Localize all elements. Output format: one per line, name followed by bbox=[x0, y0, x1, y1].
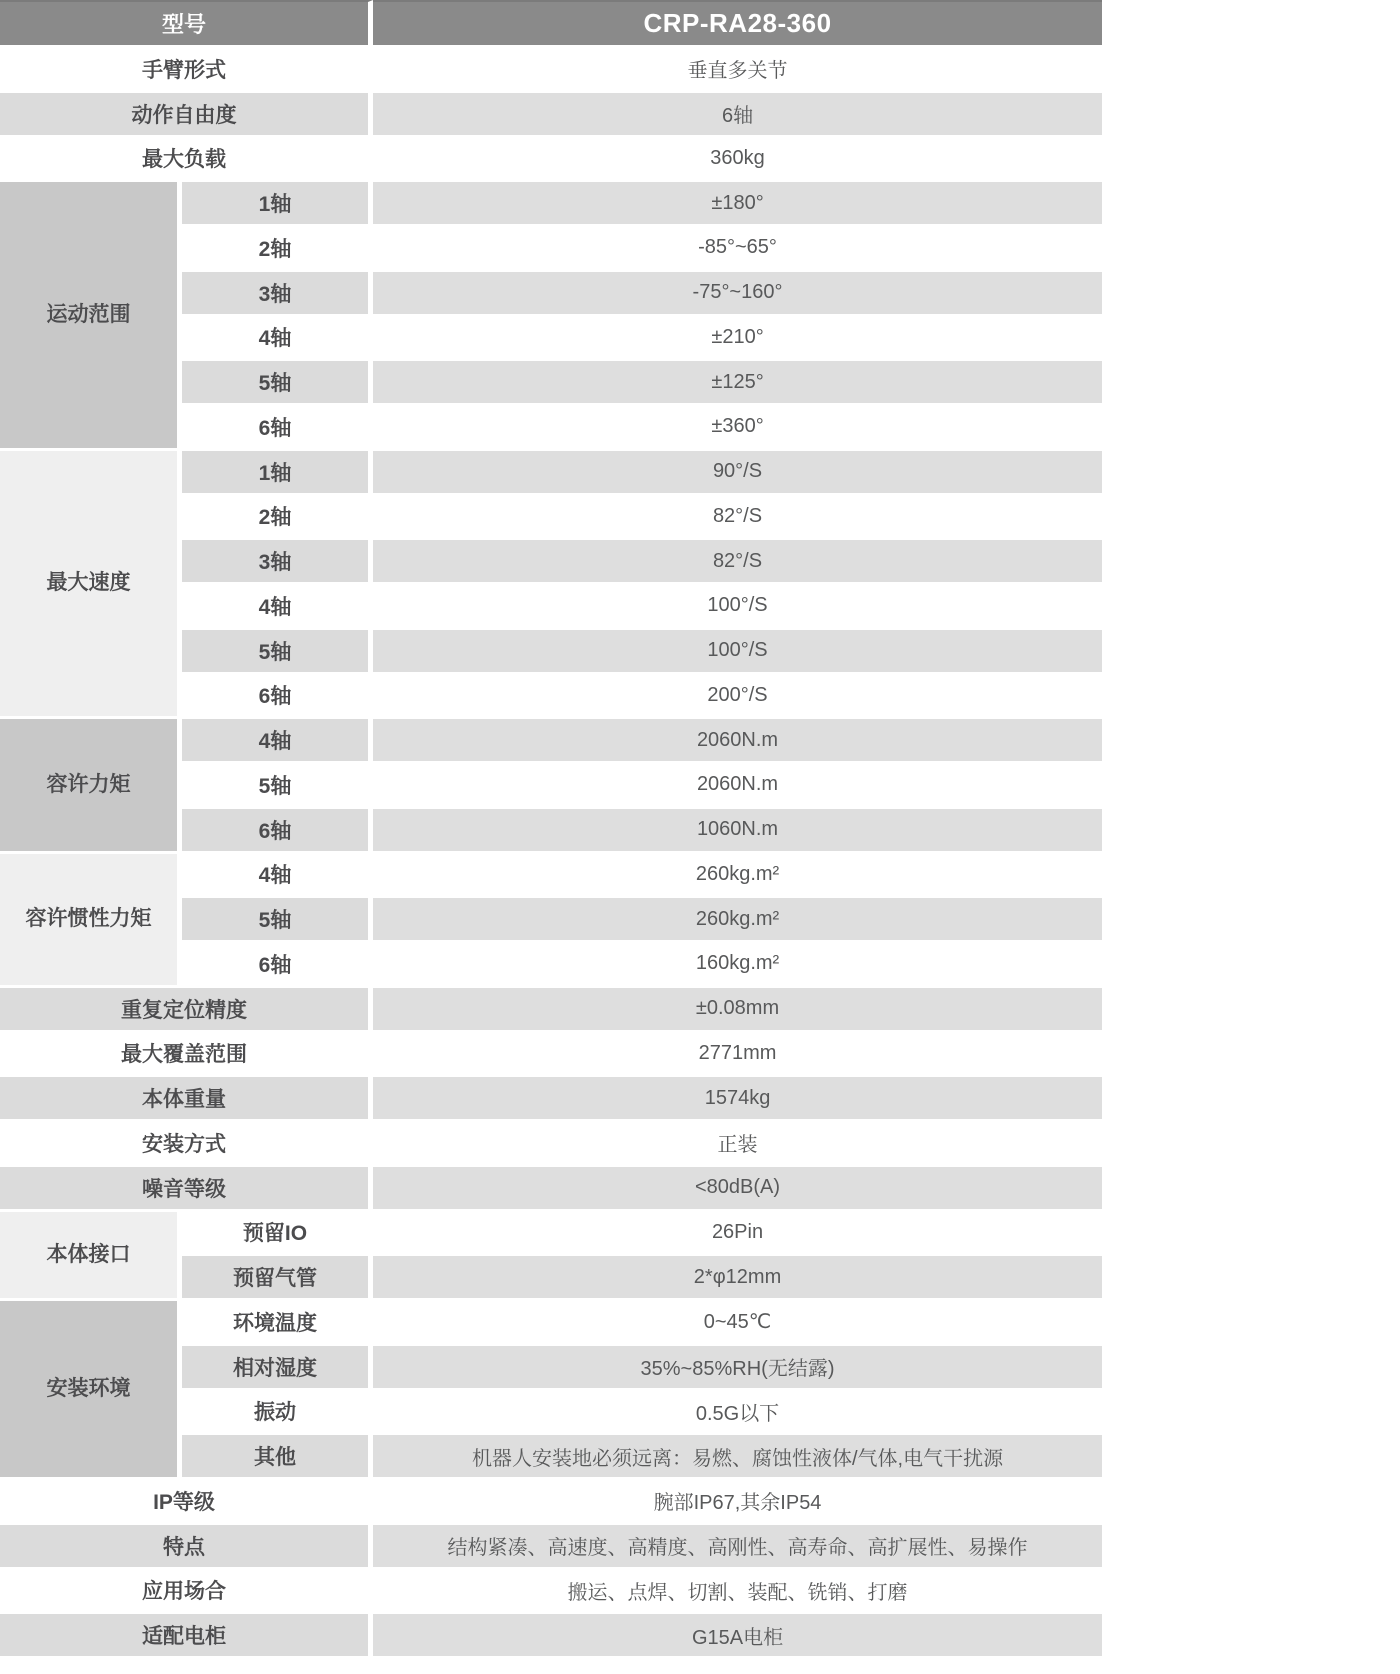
row-label-cell: 特点 bbox=[0, 1525, 373, 1570]
axis-label-cell: 6轴 bbox=[182, 406, 373, 451]
row-value-cell: 0~45℃ bbox=[373, 1301, 1102, 1346]
row-value-cell: 2*φ12mm bbox=[373, 1256, 1102, 1301]
row-label-cell: 手臂形式 bbox=[0, 48, 373, 93]
row-value-cell: 腕部IP67,其余IP54 bbox=[373, 1480, 1102, 1525]
row-value-cell: 82°/S bbox=[373, 540, 1102, 585]
row-value-cell: 2060N.m bbox=[373, 764, 1102, 809]
row-value-cell: ±125° bbox=[373, 361, 1102, 406]
row-label-cell: 适配电柜 bbox=[0, 1614, 373, 1659]
row-label-cell: 重复定位精度 bbox=[0, 988, 373, 1033]
axis-label-cell: 2轴 bbox=[182, 496, 373, 541]
spec-row-arm-type bbox=[0, 48, 1102, 93]
row-value-cell: ±0.08mm bbox=[373, 988, 1102, 1033]
spec-row-features bbox=[0, 1525, 1102, 1570]
spec-table-body bbox=[0, 48, 1102, 1659]
axis-label-cell: 4轴 bbox=[182, 854, 373, 899]
row-value-cell: ±360° bbox=[373, 406, 1102, 451]
row-value-cell: 100°/S bbox=[373, 630, 1102, 675]
row-value-cell: 82°/S bbox=[373, 496, 1102, 541]
axis-label-cell: 1轴 bbox=[182, 451, 373, 496]
row-label-cell: 应用场合 bbox=[0, 1570, 373, 1615]
row-value-cell: 1060N.m bbox=[373, 809, 1102, 854]
spec-row-mounting bbox=[0, 1122, 1102, 1167]
row-value-cell: 100°/S bbox=[373, 585, 1102, 630]
axis-label-cell: 5轴 bbox=[182, 898, 373, 943]
spec-row-max-speed-axis1 bbox=[0, 451, 1102, 496]
spec-row-body-weight bbox=[0, 1077, 1102, 1122]
header-row bbox=[0, 0, 1102, 48]
spec-row-ambient-temperature bbox=[0, 1301, 1102, 1346]
row-value-cell: 260kg.m² bbox=[373, 854, 1102, 899]
row-value-cell: -85°~65° bbox=[373, 227, 1102, 272]
row-value-cell: 0.5G以下 bbox=[373, 1391, 1102, 1436]
row-label-cell: 环境温度 bbox=[182, 1301, 373, 1346]
group-cell-max-speed: 最大速度 bbox=[0, 451, 182, 720]
spec-row-inertia-axis4 bbox=[0, 854, 1102, 899]
row-label-cell: 振动 bbox=[182, 1391, 373, 1436]
axis-label-cell: 6轴 bbox=[182, 943, 373, 988]
row-value-cell: 2060N.m bbox=[373, 719, 1102, 764]
axis-label-cell: 2轴 bbox=[182, 227, 373, 272]
row-value-cell: 垂直多关节 bbox=[373, 48, 1102, 93]
row-label-cell: 噪音等级 bbox=[0, 1167, 373, 1212]
axis-label-cell: 1轴 bbox=[182, 182, 373, 227]
model-header-label: 型号 bbox=[0, 0, 373, 48]
row-value-cell: ±180° bbox=[373, 182, 1102, 227]
row-value-cell: 26Pin bbox=[373, 1212, 1102, 1257]
spec-row-applications bbox=[0, 1570, 1102, 1615]
row-value-cell: <80dB(A) bbox=[373, 1167, 1102, 1212]
row-label-cell: 其他 bbox=[182, 1435, 373, 1480]
row-label-cell: 本体重量 bbox=[0, 1077, 373, 1122]
row-value-cell: 正装 bbox=[373, 1122, 1102, 1167]
group-cell-body-interface: 本体接口 bbox=[0, 1212, 182, 1302]
row-label-cell: 动作自由度 bbox=[0, 93, 373, 138]
row-value-cell: -75°~160° bbox=[373, 272, 1102, 317]
spec-table-header bbox=[0, 0, 1102, 48]
row-value-cell: 35%~85%RH(无结露) bbox=[373, 1346, 1102, 1391]
spec-row-max-payload bbox=[0, 138, 1102, 183]
axis-label-cell: 4轴 bbox=[182, 719, 373, 764]
spec-row-noise-level bbox=[0, 1167, 1102, 1212]
row-value-cell: ±210° bbox=[373, 317, 1102, 362]
row-label-cell: 最大覆盖范围 bbox=[0, 1033, 373, 1078]
spec-row-repeatability bbox=[0, 988, 1102, 1033]
row-value-cell: 160kg.m² bbox=[373, 943, 1102, 988]
row-label-cell: 安装方式 bbox=[0, 1122, 373, 1167]
axis-label-cell: 5轴 bbox=[182, 764, 373, 809]
axis-label-cell: 5轴 bbox=[182, 361, 373, 406]
axis-label-cell: 6轴 bbox=[182, 809, 373, 854]
row-value-cell: 360kg bbox=[373, 138, 1102, 183]
axis-label-cell: 4轴 bbox=[182, 585, 373, 630]
group-cell-motion-range: 运动范围 bbox=[0, 182, 182, 451]
row-value-cell: 260kg.m² bbox=[373, 898, 1102, 943]
row-value-cell: 200°/S bbox=[373, 675, 1102, 720]
axis-label-cell: 5轴 bbox=[182, 630, 373, 675]
axis-label-cell: 6轴 bbox=[182, 675, 373, 720]
group-cell-install-environment: 安装环境 bbox=[0, 1301, 182, 1480]
spec-row-matching-cabinet bbox=[0, 1614, 1102, 1659]
row-value-cell: 1574kg bbox=[373, 1077, 1102, 1122]
model-header-value: CRP-RA28-360 bbox=[373, 0, 1102, 48]
group-cell-allowable-inertia: 容许惯性力矩 bbox=[0, 854, 182, 988]
spec-row-torque-axis4 bbox=[0, 719, 1102, 764]
row-value-cell: 6轴 bbox=[373, 93, 1102, 138]
spec-row-motion-range-axis1 bbox=[0, 182, 1102, 227]
row-value-cell: 2771mm bbox=[373, 1033, 1102, 1078]
row-label-cell: 预留气管 bbox=[182, 1256, 373, 1301]
row-label-cell: 预留IO bbox=[182, 1212, 373, 1257]
row-label-cell: 最大负载 bbox=[0, 138, 373, 183]
row-label-cell: 相对湿度 bbox=[182, 1346, 373, 1391]
row-value-cell: G15A电柜 bbox=[373, 1614, 1102, 1659]
axis-label-cell: 3轴 bbox=[182, 272, 373, 317]
axis-label-cell: 3轴 bbox=[182, 540, 373, 585]
spec-row-dof bbox=[0, 93, 1102, 138]
row-value-cell: 90°/S bbox=[373, 451, 1102, 496]
row-value-cell: 搬运、点焊、切割、装配、铣销、打磨 bbox=[373, 1570, 1102, 1615]
row-value-cell: 机器人安装地必须远离：易燃、腐蚀性液体/气体,电气干扰源 bbox=[373, 1435, 1102, 1480]
spec-row-max-reach bbox=[0, 1033, 1102, 1078]
axis-label-cell: 4轴 bbox=[182, 317, 373, 362]
group-cell-allowable-torque: 容许力矩 bbox=[0, 719, 182, 853]
spec-row-reserved-io bbox=[0, 1212, 1102, 1257]
row-value-cell: 结构紧凑、高速度、高精度、高刚性、高寿命、高扩展性、易操作 bbox=[373, 1525, 1102, 1570]
spec-row-ip-rating bbox=[0, 1480, 1102, 1525]
row-label-cell: IP等级 bbox=[0, 1480, 373, 1525]
